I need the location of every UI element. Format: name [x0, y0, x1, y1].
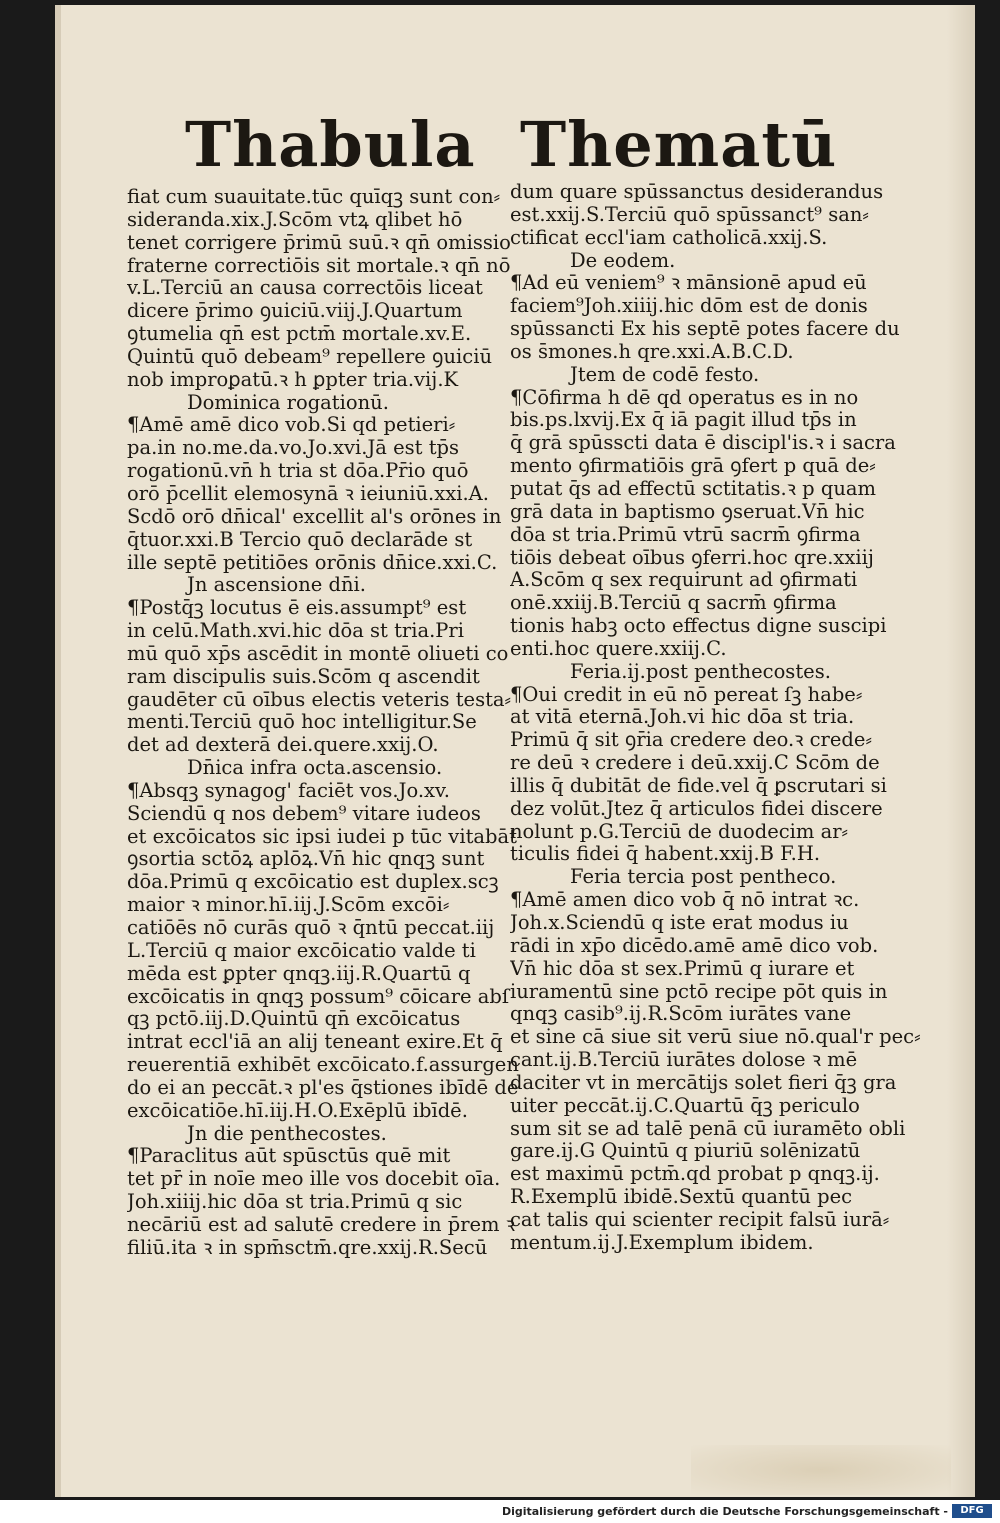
- text-line: Vn̄ hic dōa st̄ sex.Primū q iurare et: [510, 957, 855, 980]
- text-line: ¶Absqꝫ synagog' faciēt vos.Jo.xv.: [127, 779, 450, 802]
- section-heading: Jtem de codē festo.: [570, 363, 760, 386]
- text-line: dum quare spūssanctus desiderandus: [510, 181, 884, 203]
- text-line: pa.in no.me.da.vo.Jo.xvi.Jā est tp̄s: [127, 437, 460, 460]
- text-line: Quintū quō debeam⁹ repellere ꝯuiciū: [127, 345, 493, 368]
- page-edge-shading: [947, 5, 975, 1497]
- text-line: est maximū pctm̄.qd̄ probat p qnqꝫ.ij.: [510, 1163, 880, 1186]
- title-left: Thabula: [185, 108, 476, 181]
- text-line: fraterne correctiōis sit mortale.ꝛ qn̄ nō: [127, 254, 511, 277]
- text-line: orō p̄cellit elemosynā ꝛ ieiuniū.xxi.A.: [127, 482, 489, 505]
- text-line: fiat cum suauitate.tūc quīqꝫ sunt con⸗: [127, 186, 501, 208]
- text-line: dōa.Primū q excōicatio est duplex.scꝫ: [127, 871, 499, 894]
- text-line: ¶Amē amē dico vob.Si qd petieri⸗: [127, 414, 456, 437]
- text-line: Joh.xiiij.hic dōa st̄ tria.Primū q sic: [127, 1191, 463, 1214]
- text-line: catiōēs nō curās quō ꝛ q̄ntū peccat.iij: [127, 917, 495, 939]
- text-line: A.Scōm q sex requirunt ad ꝯfirmati: [510, 569, 858, 592]
- text-line: ram discipulis suis.Scōm q ascendit: [127, 665, 480, 688]
- text-line: cant.ij.B.Terciū iurātes dolose ꝛ mē: [510, 1049, 858, 1072]
- text-line: daciter vt in mercātijs solet fieri q̄ꝫ gra: [510, 1071, 897, 1094]
- left-text-column: [127, 186, 545, 1260]
- text-line: ticulis fidei q̄ habent.xxij.B F.H.: [510, 843, 821, 866]
- text-line: sideranda.xix.J.Scōm vtꝝ qlibet hō: [127, 208, 463, 231]
- text-line: menti.Terciū quō hoc intelligitur.Se: [127, 711, 477, 734]
- text-line: rādi in xp̄o dicēdo.amē amē dico vob.: [510, 934, 879, 957]
- text-line: q̄tuor.xxi.B Tercio quō declarāde st̄: [127, 528, 473, 551]
- text-line: enti.hoc quere.xxiij.C.: [510, 637, 727, 660]
- text-line: os s̄mones.h̄ qre.xxi.A.B.C.D.: [510, 340, 794, 363]
- section-heading: Feria.ij.post penthecostes.: [570, 660, 831, 683]
- section-heading: Jn die penthecostes.: [187, 1122, 387, 1145]
- text-line: mēda est ꝑpter qnqꝫ.iij.R.Quartū q: [127, 962, 471, 985]
- text-line: est.xxij.S.Terciū quō spūssanct⁹ san⸗: [510, 203, 869, 226]
- footer-credit: Digitalisierung gefördert durch die Deutsche Forschungsgemeinschaft -: [501, 1505, 948, 1518]
- text-line: iuramentū sine pctō recipe pōt quis in: [510, 980, 888, 1003]
- section-heading: De eodem.: [570, 249, 676, 272]
- text-line: ¶Amē amen dico vob q̄ nō intrat ꝛc.: [510, 889, 860, 912]
- text-line: ¶Ad eū veniem⁹ ꝛ mānsionē apud eū: [510, 272, 867, 295]
- text-line: Joh.x.Sciendū q iste erat modus iu: [510, 912, 849, 934]
- text-line: onē.xxiij.B.Terciū q sacrm̄ ꝯfirma: [510, 592, 837, 615]
- text-line: reuerentiā exhibēt excōicato.f.assurgen: [127, 1054, 519, 1077]
- text-line: Primū q̄ sit ꝯr̄ia credere deo.ꝛ crede⸗: [510, 729, 872, 752]
- text-line: ctificat eccl'iam catholicā.xxij.S.: [510, 226, 828, 249]
- text-line: et excōicatos sic ipsi iudei p tūc vitabāt: [127, 825, 517, 848]
- text-line: Scdō orō dn̄ical' excellit al's orōnes in: [127, 505, 502, 528]
- text-line: et sine cā siue sit verū siue nō.qual'r pec⸗: [510, 1026, 921, 1049]
- dfg-logo: DFG: [952, 1504, 992, 1518]
- text-line: uiter peccāt.ij.C.Quartū q̄ꝫ periculo: [510, 1094, 860, 1117]
- text-line: re deū ꝛ credere i deū.xxij.C Scōm de: [510, 752, 880, 775]
- text-line: necāriū est ad salutē credere in p̄rem ꝛ: [127, 1213, 515, 1236]
- section-heading: Dominica rogationū.: [187, 391, 389, 414]
- footer-bar: [0, 1500, 1000, 1523]
- text-line: nolunt p.G.Terciū de duodecim ar⸗: [510, 820, 849, 843]
- text-line: v.L.Terciū an causa correctōis liceat: [127, 277, 483, 300]
- text-line: gare.ij.G Quintū q piuriū solēnizatū: [510, 1140, 861, 1163]
- text-line: intrat eccl'iā an alij teneant exire.Et q̄: [127, 1031, 503, 1054]
- text-line: qnqꝫ casib⁹.ij.R.Scōm iurātes vane: [510, 1003, 852, 1026]
- text-line: bis.ps.lxvij.Ex q̄ iā pagit illud tp̄s in: [510, 409, 857, 432]
- section-heading: Feria tercia post pentheco.: [570, 866, 837, 889]
- text-line: spūssancti Ex his septē potes facere du: [510, 318, 900, 341]
- text-line: ¶Oui credit in eū nō pereat ſꝫ habe⸗: [510, 683, 863, 706]
- text-line: qꝫ pctō.iij.D.Quintū qn̄ excōicatus: [127, 1008, 461, 1031]
- text-line: at vitā eternā.Joh.vi hic dōa st̄ tria.: [510, 706, 855, 729]
- text-line: cat talis qui scienter recipit falsū iurā⸗: [510, 1208, 890, 1231]
- text-line: maior ꝛ minor.hī.iij.J.Scōm excōi⸗: [127, 894, 450, 917]
- text-line: q̄ grā spūsscti data ē discipl'is.ꝛ i sacra: [510, 432, 896, 455]
- text-line: tionis habꝫ octo effectus digne suscipi: [510, 615, 887, 638]
- text-line: excōicatiōe.hī.iij.H.O.Exēplū ibīdē.: [127, 1099, 468, 1122]
- text-line: ¶Postq̄ꝫ locutus ē eis.assumpt⁹ est: [127, 597, 467, 620]
- text-line: dicere p̄rimo ꝯuiciū.viij.J.Quartum: [127, 300, 463, 323]
- text-line: putat q̄s ad effectū sctitatis.ꝛ p quam: [510, 477, 877, 500]
- text-line: gaudēter cū oībus electis veteris testa⸗: [127, 688, 512, 711]
- text-line: L.Terciū q maior excōicatio valde ti: [127, 939, 476, 962]
- text-line: illis q̄ dubitāt de fide.vel q̄ ꝑscrutari si: [510, 774, 887, 797]
- text-line: tet pr̄ in noīe meo ille vos docebit oīa.: [127, 1168, 501, 1191]
- text-line: dez volūt.Jtez q̄ articulos fidei discere: [510, 797, 883, 820]
- text-line: tiōis debeat oībus ꝯferri.hoc qre.xxiij: [510, 546, 874, 569]
- text-line: grā data in baptismo ꝯseruat.Vn̄ hic: [510, 500, 865, 523]
- text-line: ¶Paraclitus aūt spūsctūs quē mit: [127, 1145, 451, 1168]
- page-stain: [691, 1445, 951, 1495]
- text-line: mū quō xp̄s ascēdit in montē oliueti co: [127, 642, 509, 665]
- text-line: ꝯsortia sctōꝝ aplōꝝ.Vn̄ hic qnqꝫ sunt: [127, 848, 485, 871]
- text-line: mentum.ij.J.Exemplum ibidem.: [510, 1231, 814, 1254]
- text-line: dōa st̄ tria.Primū vtrū sacrm̄ ꝯfirma: [510, 523, 861, 546]
- text-line: ¶Cōfirma h̄ dē qd̄ operatus es in no: [510, 386, 859, 409]
- section-heading: Jn ascensione dn̄i.: [187, 574, 366, 597]
- text-line: do ei an peccāt.ꝛ pl'es q̄stiones ibīdē de: [127, 1076, 519, 1099]
- text-line: det ad dexterā dei.quere.xxij.O.: [127, 734, 439, 757]
- text-line: filiū.ita ꝛ in spm̄sctm̄.qre.xxij.R.Secū: [127, 1236, 488, 1259]
- text-line: ꝯtumelia qn̄ est pctm̄ mortale.xv.E.: [127, 323, 472, 346]
- text-line: rogationū.vn̄ h̄ tria st̄ dōa.Pr̄io quō: [127, 460, 469, 483]
- section-heading: Dn̄ica infra octa.ascensio.: [187, 757, 443, 780]
- text-line: ille septē petitiōes orōnis dn̄ice.xxi.C.: [127, 551, 498, 574]
- text-line: nob̄ improꝑatū.ꝛ h̄ ꝑpter tria.vij.K: [127, 368, 459, 391]
- text-line: faciem⁹Joh.xiiij.hic dōm est de donis: [510, 295, 868, 318]
- right-text-column: [510, 181, 935, 1255]
- text-line: in celū.Math.xvi.hic dōa st̄ tria.Pri: [127, 620, 464, 643]
- text-line: Sciendū q nos debem⁹ vitare iudeos: [127, 802, 481, 825]
- title-right: Thematū: [520, 108, 838, 181]
- text-line: sum sit se ad talē penā cū iuramēto obli: [510, 1117, 906, 1140]
- text-line: mento ꝯfirmatiōis grā ꝯfert p quā de⸗: [510, 455, 876, 478]
- text-line: tenet corrigere p̄rimū suū.ꝛ qn̄ omissio: [127, 231, 511, 254]
- text-line: excōicatis in qnqꝫ possum⁹ cōicare abſ: [127, 985, 510, 1008]
- text-line: R.Exemplū ibidē.Sextū quantū pec: [510, 1186, 853, 1209]
